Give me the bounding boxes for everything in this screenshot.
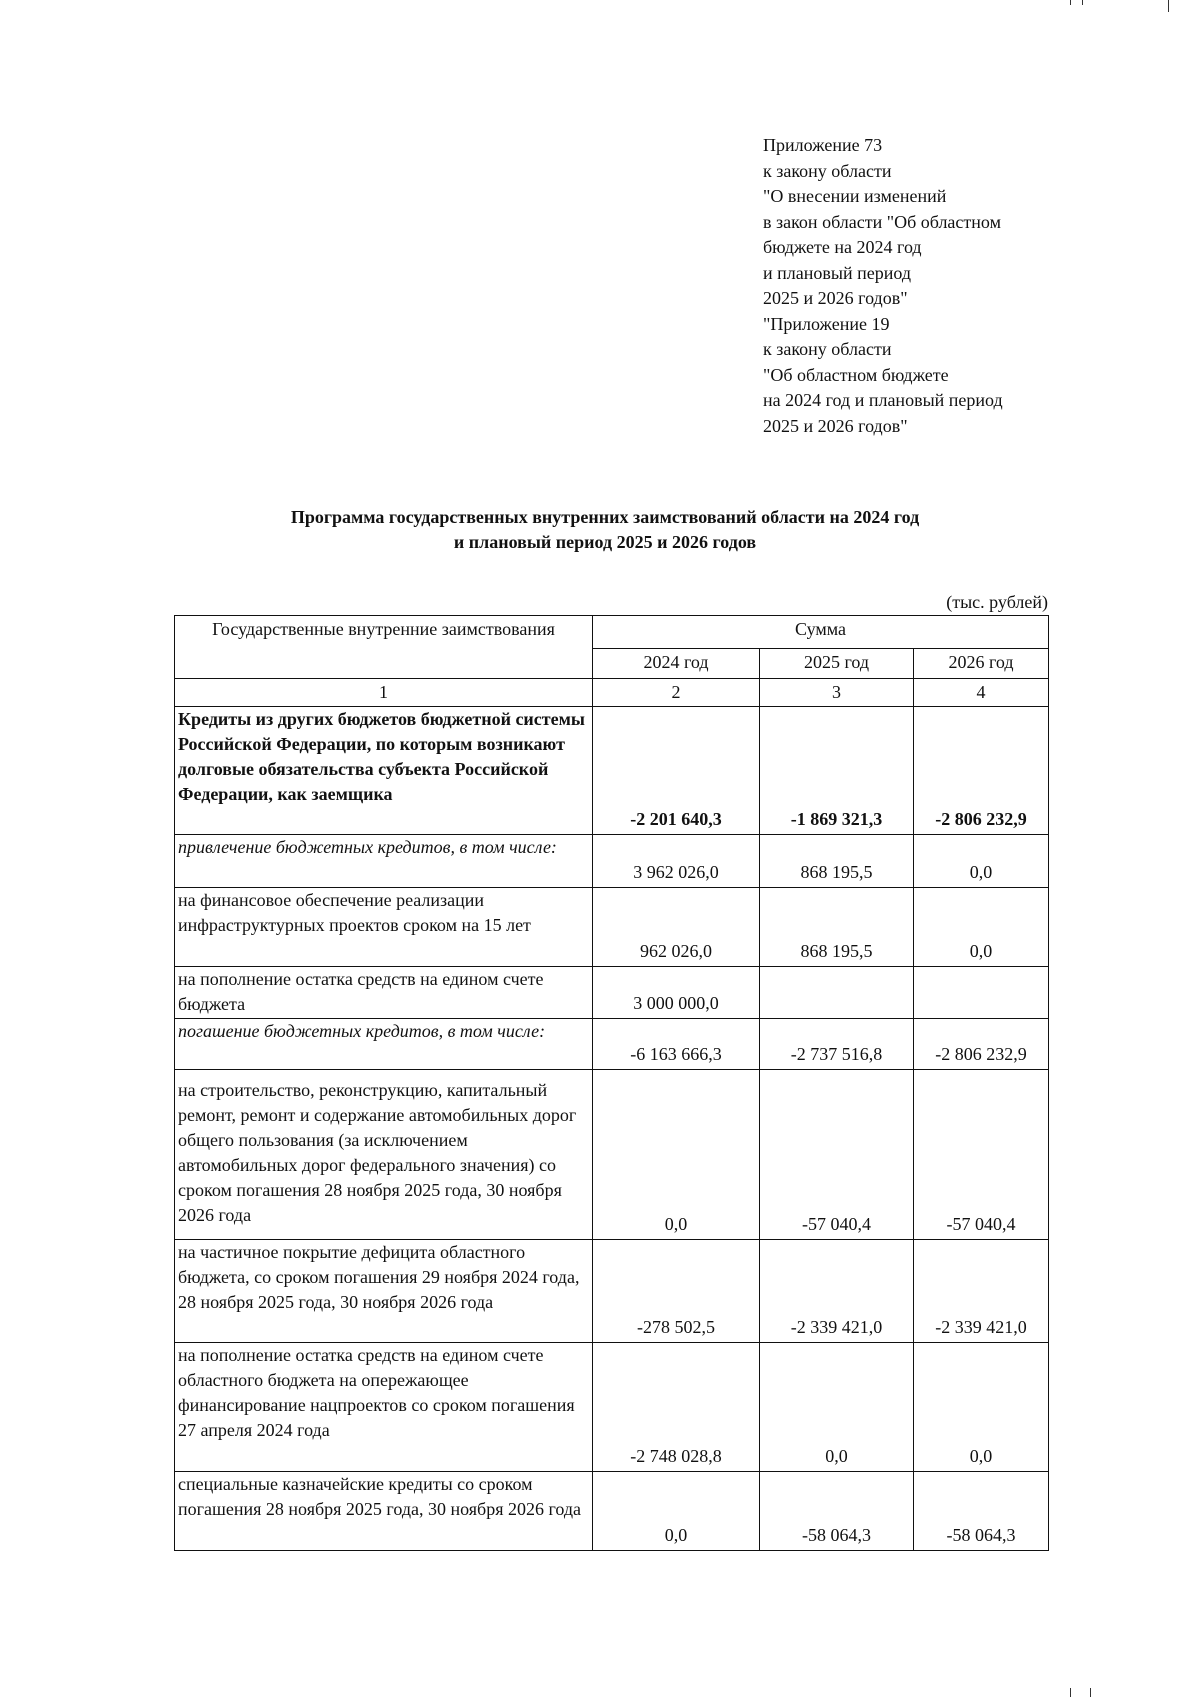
value-2024: -2 201 640,3 <box>593 707 760 835</box>
row-label: на финансовое обеспечение реализации инфраструктурных проектов сроком на 15 лет <box>175 888 593 967</box>
column-number: 4 <box>914 679 1049 707</box>
value-2024: 3 962 026,0 <box>593 835 760 888</box>
row-label: на строительство, реконструкцию, капитальный ремонт, ремонт и содержание автомобильных дорог общего пользования (за исключением автомобильных дорог федерального значения) со сроком погашения 28 ноября 2025 года, 30 ноября 2026 года <box>175 1070 593 1240</box>
value-2025: -1 869 321,3 <box>760 707 914 835</box>
value-2025 <box>760 967 914 1019</box>
appendix-line: 2025 и 2026 годов" <box>763 415 908 436</box>
row-label: на пополнение остатка средств на едином счете областного бюджета на опережающее финансирование нацпроектов со сроком погашения 27 апреля 2024 года <box>175 1343 593 1472</box>
appendix-line: "О внесении изменений <box>763 186 947 206</box>
appendix-line: к закону области <box>763 339 892 359</box>
table-row <box>175 1070 1049 1240</box>
scan-mark <box>1082 0 1083 5</box>
table-row <box>175 888 1049 967</box>
document-title <box>175 505 1035 555</box>
row-label: привлечение бюджетных кредитов, в том числе: <box>175 835 593 888</box>
table-row <box>175 707 1049 835</box>
value-2025: -57 040,4 <box>760 1070 914 1240</box>
row-label: на частичное покрытие дефицита областного бюджета, со сроком погашения 29 ноября 2024 года, 28 ноября 2025 года, 30 ноября 2026 года <box>175 1240 593 1343</box>
value-2025: -2 737 516,8 <box>760 1019 914 1070</box>
appendix-line: и плановый период <box>763 262 911 283</box>
title-line-2: и плановый период 2025 и 2026 годов <box>453 532 757 552</box>
header-year-2024: 2024 год <box>593 649 760 679</box>
row-label: на пополнение остатка средств на едином счете бюджета <box>175 967 593 1019</box>
column-number: 2 <box>593 679 760 707</box>
scan-mark <box>1090 1688 1091 1697</box>
title-line-1: Программа государственных внутренних заимствований области на 2024 год <box>290 507 920 527</box>
value-2026 <box>914 967 1049 1019</box>
column-number: 3 <box>760 679 914 707</box>
appendix-line: 2025 и 2026 годов" <box>763 288 908 308</box>
header-year-2026: 2026 год <box>914 649 1049 679</box>
appendix-line: к закону области <box>763 160 892 181</box>
table-row <box>175 967 1049 1019</box>
table-row <box>175 1343 1049 1472</box>
value-2026: 0,0 <box>914 1343 1049 1472</box>
borrowing-program-table <box>174 615 1049 1551</box>
value-2025: 868 195,5 <box>760 888 914 967</box>
units-note: (тыс. рублей) <box>946 592 1048 612</box>
value-2026: -2 806 232,9 <box>914 707 1049 835</box>
value-2024: -6 163 666,3 <box>593 1019 760 1070</box>
value-2024: -278 502,5 <box>593 1240 760 1343</box>
value-2024: -2 748 028,8 <box>593 1343 760 1472</box>
header-borrowings: Государственные внутренние заимствования <box>175 616 593 679</box>
value-2024: 0,0 <box>593 1472 760 1551</box>
table-row <box>175 835 1049 888</box>
table-header-row <box>175 616 1049 649</box>
scan-mark <box>1168 0 1169 12</box>
value-2025: 868 195,5 <box>760 835 914 888</box>
appendix-line: бюджете на 2024 год <box>763 237 922 257</box>
header-year-2025: 2025 год <box>760 649 914 679</box>
row-label: Кредиты из других бюджетов бюджетной системы Российской Федерации, по которым возникают долговые обязательства субъекта Российской Федерации, как заемщика <box>175 707 593 835</box>
value-2026: -58 064,3 <box>914 1472 1049 1551</box>
column-number: 1 <box>175 679 593 707</box>
value-2024: 0,0 <box>593 1070 760 1240</box>
appendix-line: "Приложение 19 <box>763 313 890 334</box>
value-2026: 0,0 <box>914 888 1049 967</box>
table-row <box>175 1019 1049 1070</box>
row-label: погашение бюджетных кредитов, в том числе: <box>175 1019 593 1070</box>
value-2024: 962 026,0 <box>593 888 760 967</box>
table-row <box>175 1472 1049 1551</box>
scan-mark <box>1070 0 1071 5</box>
header-sum: Сумма <box>593 616 1049 649</box>
appendix-reference-block <box>763 133 1083 439</box>
scan-mark <box>1070 1688 1071 1697</box>
value-2026: 0,0 <box>914 835 1049 888</box>
table-column-numbers-row <box>175 679 1049 707</box>
appendix-line: Приложение 73 <box>763 135 883 155</box>
value-2026: -2 806 232,9 <box>914 1019 1049 1070</box>
table-row <box>175 1240 1049 1343</box>
row-label: специальные казначейские кредиты со сроком погашения 28 ноября 2025 года, 30 ноября 2026 года <box>175 1472 593 1551</box>
value-2024: 3 000 000,0 <box>593 967 760 1019</box>
appendix-line: в закон области "Об областном <box>763 211 1001 232</box>
appendix-line: на 2024 год и плановый период <box>763 390 1003 410</box>
value-2025: -2 339 421,0 <box>760 1240 914 1343</box>
value-2026: -2 339 421,0 <box>914 1240 1049 1343</box>
value-2025: 0,0 <box>760 1343 914 1472</box>
value-2026: -57 040,4 <box>914 1070 1049 1240</box>
value-2025: -58 064,3 <box>760 1472 914 1551</box>
appendix-line: "Об областном бюджете <box>763 364 949 385</box>
